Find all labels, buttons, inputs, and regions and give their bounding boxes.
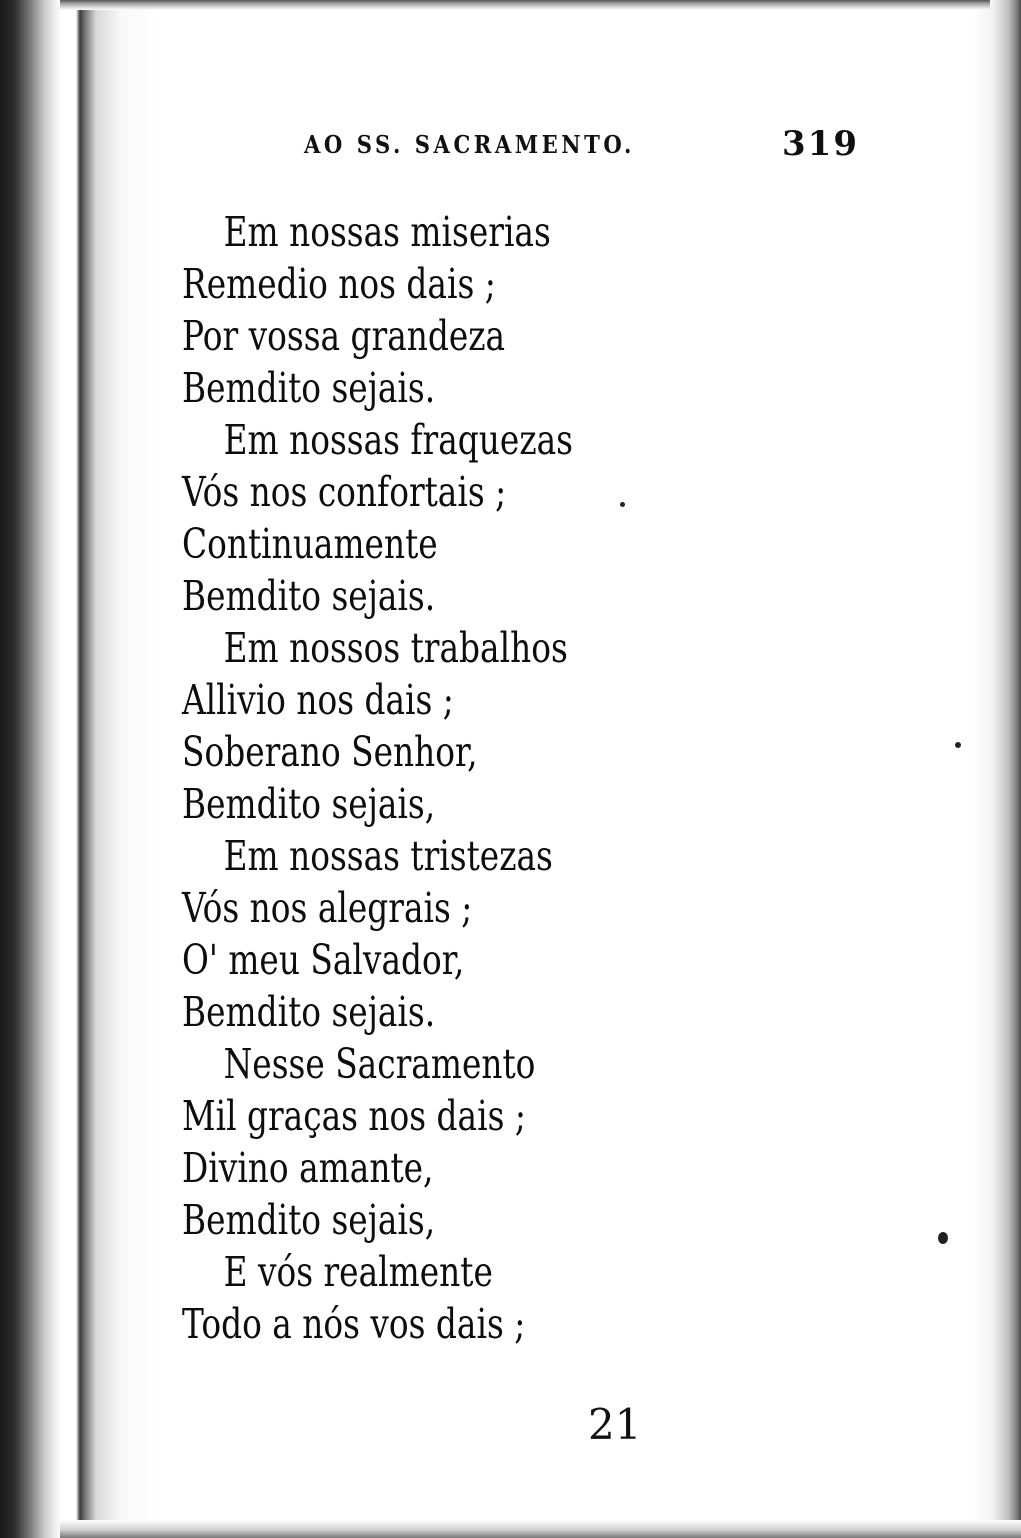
verse-line: Em nossos trabalhos xyxy=(223,624,568,672)
ink-speck xyxy=(620,502,625,507)
page-number: 319 xyxy=(782,124,859,164)
binding-gutter xyxy=(0,0,160,1538)
verse-line: Todo a nós vos dais ; xyxy=(182,1300,526,1348)
verse-block xyxy=(182,206,671,1350)
verse-line: O' meu Salvador, xyxy=(182,936,465,984)
verse-line: Continuamente xyxy=(182,520,438,568)
ink-speck xyxy=(955,742,961,748)
verse-line: Bemdito sejais. xyxy=(182,988,436,1036)
verse-line: Remedio nos dais ; xyxy=(182,260,496,308)
verse-line: Divino amante, xyxy=(182,1144,434,1192)
verse-line: Bemdito sejais, xyxy=(182,1196,436,1244)
page-bottom-edge xyxy=(60,1520,1021,1538)
page-right-edge xyxy=(973,0,1021,1538)
verse-line: Mil graças nos dais ; xyxy=(182,1092,526,1140)
verse-line: Bemdito sejais. xyxy=(182,364,436,412)
signature-mark: 21 xyxy=(588,1400,642,1449)
verse-line: Em nossas tristezas xyxy=(223,832,553,880)
verse-line: Soberano Senhor, xyxy=(182,728,478,776)
verse-line: Vós nos confortais ; xyxy=(182,468,507,516)
verse-line: Bemdito sejais, xyxy=(182,780,436,828)
ink-speck xyxy=(938,1232,948,1244)
verse-line: Allivio nos dais ; xyxy=(182,676,454,724)
verse-line: Por vossa grandeza xyxy=(182,312,506,360)
verse-line: Em nossas miserias xyxy=(223,208,551,256)
page-top-edge xyxy=(60,0,990,10)
verse-line: Vós nos alegrais ; xyxy=(182,884,473,932)
verse-line: Nesse Sacramento xyxy=(223,1040,536,1088)
verse-line: E vós realmente xyxy=(223,1248,493,1296)
verse-line: Bemdito sejais. xyxy=(182,572,436,620)
running-head: AO SS. SACRAMENTO. xyxy=(304,130,635,159)
verse-line: Em nossas fraquezas xyxy=(223,416,573,464)
